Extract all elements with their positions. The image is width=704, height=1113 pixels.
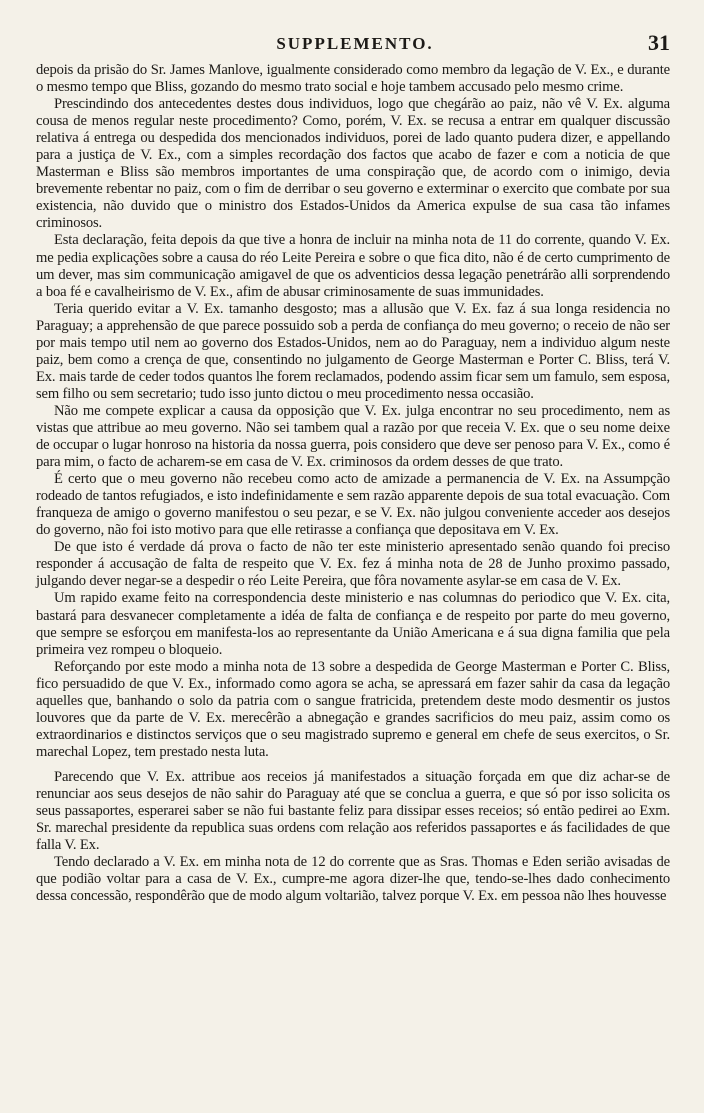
page-number: 31	[648, 30, 670, 55]
paragraph: depois da prisão do Sr. James Manlove, igualmente considerado como membro da legação de V. Ex., e durante o mesmo tempo que Bliss, gozando do mesmo trato social e hoje tambem accusado pelo mesmo crime.	[36, 62, 670, 96]
paragraph: Não me compete explicar a causa da opposição que V. Ex. julga encontrar no seu procedimento, nem as vistas que attribue ao meu governo. Não sei tambem qual a razão por que receia V. Ex. que o seu nome deixe de occupar o lugar honroso na historia da nossa guerra, pois considero que deve ser penoso para V. Ex., como é para mim, o facto de acharem-se em casa de V. Ex. criminosos da ordem desses de que trato.	[36, 402, 670, 471]
paragraph: Esta declaração, feita depois da que tive a honra de incluir na minha nota de 11 do corrente, quando V. Ex. me pedia explicações sobre a causa do réo Leite Pereira e sobre o que fica dito, não é de certo cumprimento de um dever, mas sim communicação amigavel de que os adventicios dessa legação penetrárão alli sorprendendo a boa fé e cavalheirismo de V. Ex., afim de abusar criminosamente de suas immunidades.	[36, 232, 670, 300]
paragraph: Parecendo que V. Ex. attribue aos receios já manifestados a situação forçada em que diz achar-se de renunciar aos seus desejos de não sahir do Paraguay até que se conclua a guerra, e que só por isso solicita os seus passaportes, esperarei saber se não fui bastante feliz para dissipar esses receios; só então pedirei ao Exm. Sr. marechal presidente da republica suas ordens com relação aos referidos passaportes e ás facilidades de que falla V. Ex.	[36, 768, 670, 854]
paragraph: Teria querido evitar a V. Ex. tamanho desgosto; mas a allusão que V. Ex. faz á sua longa residencia no Paraguay; a apprehensão de que parece possuido sob a perda de confiança do meu governo; o receio de não ser por mais tempo util nem ao governo dos Estados-Unidos, nem ao do Paraguay, nem a individuo algum neste paiz, bem como a crença de que, consentindo no julgamento de George Masterman e Porter C. Bliss, terá V. Ex. mais tarde de ceder todos quantos lhe forem reclamados, podendo assim ficar sem um famulo, sem esposa, sem filho ou sem secretario; tudo isso junto dictou o meu procedimento nessa occasião.	[36, 300, 670, 402]
paragraph: Tendo declarado a V. Ex. em minha nota de 12 do corrente que as Sras. Thomas e Eden serião avisadas de que podião voltar para a casa de V. Ex., cumpre-me agora dizer-lhe que, tendo-se-lhes dado conhecimento dessa concessão, respondêrão que de modo algum voltarião, talvez porque V. Ex. em pessoa não lhes houvesse	[36, 854, 670, 905]
paragraph: É certo que o meu governo não recebeu como acto de amizade a permanencia de V. Ex. na Assumpção rodeado de tantos refugiados, e isto indefinidamente e sem razão apparente depois de sua total evacuação. Com franqueza de amigo o governo manifestou o seu pezar, e se V. Ex. não julgou conveniente acceder aos desejos do governo, não foi isto motivo para que elle retirasse a confiança que depositava em V. Ex.	[36, 471, 670, 539]
paragraph: De que isto é verdade dá prova o facto de não ter este ministerio apresentado senão quando foi preciso responder á accusação de falta de respeito que V. Ex. fez á minha nota de 28 de Junho proximo passado, julgando dever negar-se a despedir o réo Leite Pereira, que fôra novamente asylar-se em casa de V. Ex.	[36, 539, 670, 590]
paragraph: Reforçando por este modo a minha nota de 13 sobre a despedida de George Masterman e Porter C. Bliss, fico persuadido de que V. Ex., informado como agora se acha, se apressará em fazer sahir da casa da legação aquelles que, banhando o solo da patria com o sangue fratricida, pretendem deste modo desmentir os justos louvores que da parte de V. Ex. merecêrão a abnegação e grandes sacrificios do meu paiz, assim como os extraordinarios e distinctos serviços que o seu magistrado supremo e general em chefe de seus exercitos, o Sr. marechal Lopez, tem prestado nesta luta.	[36, 658, 670, 760]
body-text	[36, 62, 670, 905]
running-title: SUPPLEMENTO.	[276, 34, 434, 53]
page-header	[36, 30, 674, 58]
paragraph: Prescindindo dos antecedentes destes dous individuos, logo que chegárão ao paiz, não vê V. Ex. alguma cousa de menos regular neste procedimento? Como, porém, V. Ex. se recusa a entrar em qualquer discussão relativa á entrega ou despedida dos mencionados individuos, porei de lado quanto pudera dizer, e appellando para a justiça de V. Ex., com a simples recordação dos factos que acabo de fazer e com a noticia de que Masterman e Bliss são membros importantes de uma conspiração que, de acordo com o inimigo, devia brevemente rebentar no paiz, com o fim de derribar o seu governo e exterminar o exercito que combate por sua existencia, não duvido que o ministro dos Estados-Unidos da America expulse de sua casa tão infames criminosos.	[36, 96, 670, 232]
paragraph: Um rapido exame feito na correspondencia deste ministerio e nas columnas do periodico que V. Ex. cita, bastará para desvanecer completamente a idéa de falta de confiança e de respeito por parte do meu governo, que sempre se esforçou em manifesta-los ao representante da União Americana e á sua digna familia que pela primeira vez rompeu o bloqueio.	[36, 590, 670, 658]
